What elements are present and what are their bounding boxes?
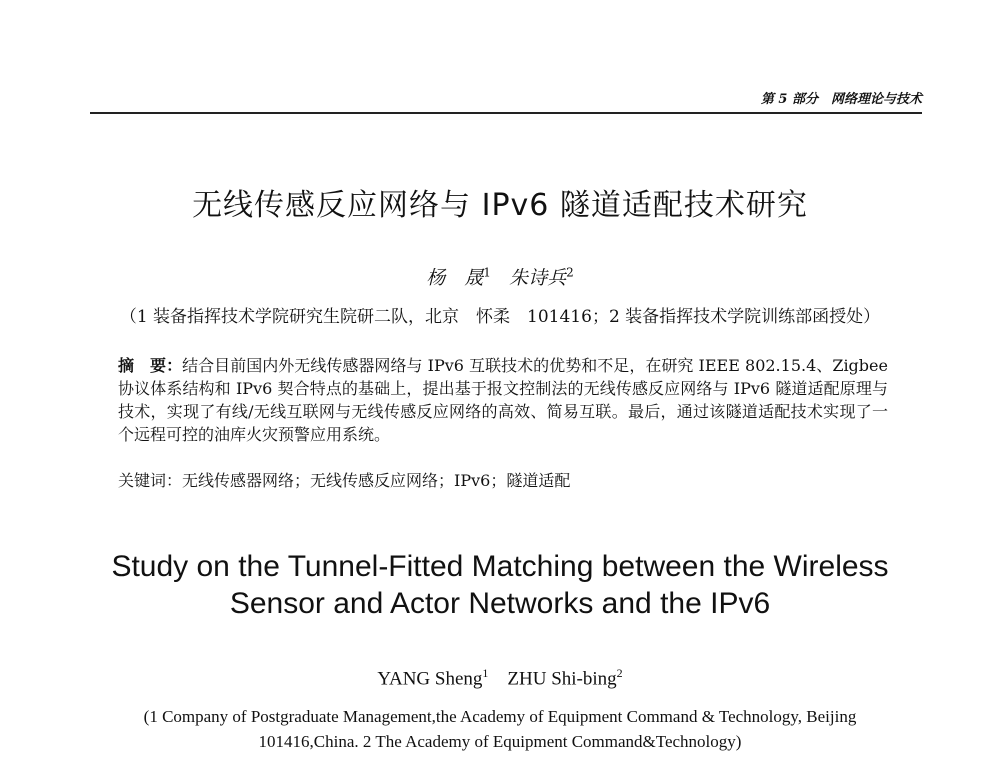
chinese-authors bbox=[0, 263, 1000, 290]
author-zhu-en: ZHU Shi-bing bbox=[507, 668, 617, 690]
keywords-text: 无线传感器网络；无线传感反应网络；IPv6；隧道适配 bbox=[182, 471, 571, 490]
abstract-label: 摘 要： bbox=[118, 356, 183, 375]
author-zhu-en-sup: 2 bbox=[616, 666, 623, 680]
author-zhu-cn: 朱诗兵 bbox=[509, 267, 567, 289]
english-title-line-2: Sensor and Actor Networks and the IPv6 bbox=[229, 587, 771, 620]
english-title-line-1: Study on the Tunnel-Fitted Matching between the Wireless bbox=[111, 550, 889, 583]
chinese-abstract bbox=[118, 354, 888, 446]
english-affiliation bbox=[80, 704, 920, 754]
author-zhu-cn-sup: 2 bbox=[566, 265, 574, 280]
author-yang-en-sup: 1 bbox=[482, 666, 489, 680]
chinese-title: 无线传感反应网络与 IPv6 隧道适配技术研究 bbox=[192, 188, 808, 223]
author-yang-en: YANG Sheng bbox=[377, 668, 483, 690]
header-rule bbox=[90, 112, 922, 114]
english-affiliation-line-2: 101416,China. 2 The Academy of Equipment Command&Technology) bbox=[258, 732, 742, 751]
chinese-keywords bbox=[118, 469, 888, 492]
author-yang-cn: 杨 晟 bbox=[426, 267, 484, 289]
keywords-label: 关键词： bbox=[118, 471, 183, 490]
english-affiliation-line-1: (1 Company of Postgraduate Management,the Academy of Equipment Command & Technology, Beijing bbox=[143, 707, 857, 726]
english-authors bbox=[0, 666, 1000, 690]
author-yang-cn-sup: 1 bbox=[483, 265, 491, 280]
abstract-text: 结合目前国内外无线传感器网络与 IPv6 互联技术的优势和不足，在研究 IEEE 802.15.4、Zigbee 协议体系结构和 IPv6 契合特点的基础上，提出基于报文控制法的无线传感反应网络与 IPv6 隧道适配原理与技术，实现了有线/无线互联网与无线传感反应网络的高效、简易互联。最后，通过该隧道适配技术实现了一个远程可控的油库火灾预警应用系统。 bbox=[118, 356, 888, 444]
english-title bbox=[0, 548, 1000, 622]
running-header: 第 5 部分 网络理论与技术 bbox=[760, 92, 922, 107]
chinese-affiliation: （1 装备指挥技术学院研究生院研二队，北京 怀柔 101416；2 装备指挥技术学院训练部函授处） bbox=[119, 307, 881, 327]
